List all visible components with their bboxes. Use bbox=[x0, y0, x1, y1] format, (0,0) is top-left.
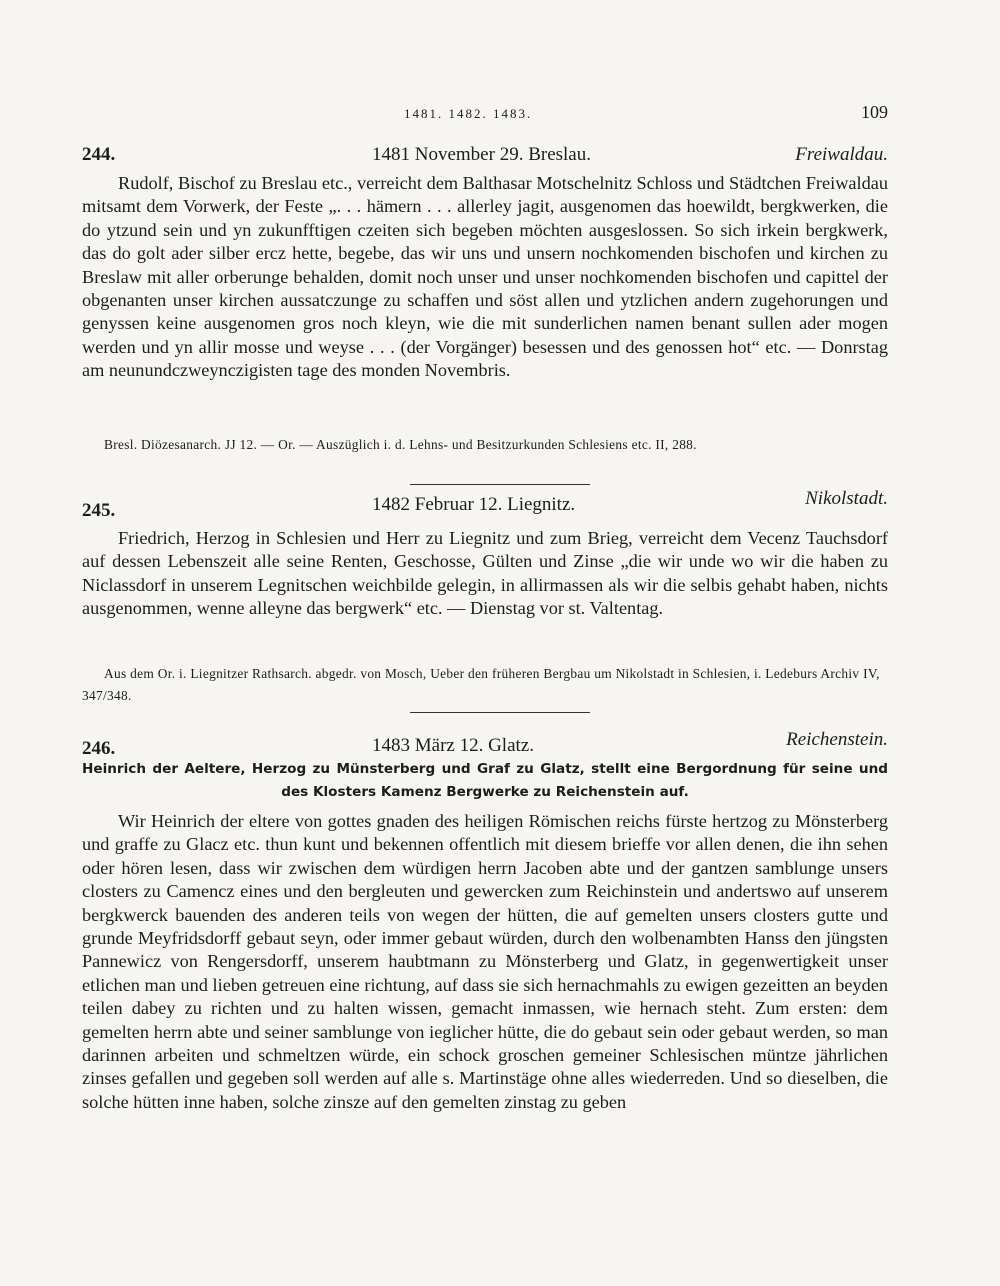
entry-date: 1483 März 12. Glatz. bbox=[372, 735, 534, 756]
entry-text-246 bbox=[82, 810, 888, 1114]
entry-source-245 bbox=[82, 663, 888, 707]
entry-date: 1482 Februar 12. Liegnitz. bbox=[372, 494, 576, 515]
entry-heading-245 bbox=[82, 488, 888, 521]
separator-rule bbox=[410, 712, 590, 713]
entry-number: 244. bbox=[82, 144, 116, 165]
source-note: Aus dem Or. i. Liegnitzer Rathsarch. abgedr. von Mosch, Ueber den früheren Bergbau um Nikolstadt in Schlesien, i. Ledeburs Archiv IV, 347/348. bbox=[82, 666, 880, 703]
running-head bbox=[82, 102, 888, 126]
entry-place: Nikolstadt. bbox=[805, 488, 888, 509]
entry-text-245 bbox=[82, 527, 888, 621]
separator-rule bbox=[410, 484, 590, 485]
entry-source-244 bbox=[104, 434, 888, 456]
running-head-years: 1481. 1482. 1483. bbox=[404, 106, 533, 121]
summary-line: Heinrich der Aeltere, Herzog zu Münsterberg und Graf zu Glatz, stellt eine Bergordnung für seine und bbox=[82, 761, 888, 777]
source-note: Bresl. Diözesanarch. JJ 12. — Or. — Auszüglich i. d. Lehns- und Besitzurkunden Schlesiens etc. II, 288. bbox=[104, 437, 697, 452]
page-number: 109 bbox=[861, 102, 888, 122]
entry-place: Freiwaldau. bbox=[795, 144, 888, 165]
entry-text-244 bbox=[82, 172, 888, 383]
entry-summary-246 bbox=[82, 758, 888, 804]
entry-number: 246. bbox=[82, 738, 116, 759]
entry-heading-244 bbox=[82, 144, 888, 170]
entry-body: Wir Heinrich der eltere von gottes gnaden des heiligen Römischen reichs fürste hertzog zu Mönsterberg und graffe zu Glacz etc. thun kunt und bekennen offentlich mit diesem brieffe vor allen denen, die ihn sehen oder hören lesen, dass wir zwischen dem würdigen herrn Jacoben abte und der gantzen samblunge unsers closters zu Camencz eines und den bergleuten und gewercken zum Reichinstein und andertswo auf unserem bergkwerck bauenden des anderen teils von wegen der hütten, die auf gemelten unsers closters gutte und grunde Meyfridsdorff gebaut seyn, oder immer gebaut würden, durch den wolbenambten Hanss den jüngsten Pannewicz von Rengersdorff, unserem haubtmann zu Mönsterberg und Glatz, in gegenwertigkeit unser etlichen man und lieben getreuen eine richtung, auf dass sie sich hernachmahls zu ewigen gezeitten an beyden teilen dabey zu richten und zu halten wissen, gemacht inmassen, wie hernach steht. Zum ersten: dem gemelten herrn abte und seiner samblunge von ieglicher hütte, die do gebaut sein oder gebaut werden, so man darinnen arbeiten und schmeltzen würde, ein schock groschen gemeiner Schlesischen müntze jährlichen zinses gefallen und gegeben soll werden auf alle s. Martinstäge ohne alles wiederreden. Und so dieselben, die solche hütten inne haben, solche zinsze auf den gemelten zinstag zu geben bbox=[82, 811, 888, 1112]
summary-line: des Klosters Kamenz Bergwerke zu Reichenstein auf. bbox=[281, 784, 689, 800]
entry-place: Reichenstein. bbox=[786, 729, 888, 750]
entry-date: 1481 November 29. Breslau. bbox=[372, 144, 591, 165]
entry-body: Friedrich, Herzog in Schlesien und Herr zu Liegnitz und zum Brieg, verreicht dem Vecenz Tauchsdorf auf dessen Lebenszeit alle seine Renten, Geschosse, Gülten und Zinse „die wir unde wo wir die haben zu Niclassdorf in unserem Legnitschen weichbilde gelegin, in allirmassen als wir die selbis gehabt haben, nichts ausgenommen, wenne alleyne das bergwerk“ etc. — Dienstag vor st. Valtentag. bbox=[82, 528, 888, 619]
entry-number: 245. bbox=[82, 500, 116, 521]
entry-body: Rudolf, Bischof zu Breslau etc., verreicht dem Balthasar Motschelnitz Schloss und Städtchen Freiwaldau mitsamt dem Vorwerk, der Feste „. . . hämern . . . allerley jagit, ausgenomen das hoewildt, bergkwerken, die do ytzund sein und yn zukunfftigen czeiten sich begeben möchten ausgeslossen. So sich irkein bergkwerk, das do golt ader silber ercz hette, begebe, das wir uns und unsern nochkomenden bischofen und kirchen zu Breslaw mit aller orberunge behalden, domit noch unser und unser nochkomenden bischofen und capittel der obgenanten unser kirchen aussatczunge zu schaffen und söst allen und ytzlichen andern zugehorungen und genyssen keine ausgenomen gros noch kleyn, wie die mit sunderlichen namen benant sullen ader mogen werden und yn allir mosse und weyse . . . (der Vorgänger) besessen und des genossen hot“ etc. — Donrstag am neunundczweynczigisten tage des monden Novembris. bbox=[82, 173, 888, 381]
